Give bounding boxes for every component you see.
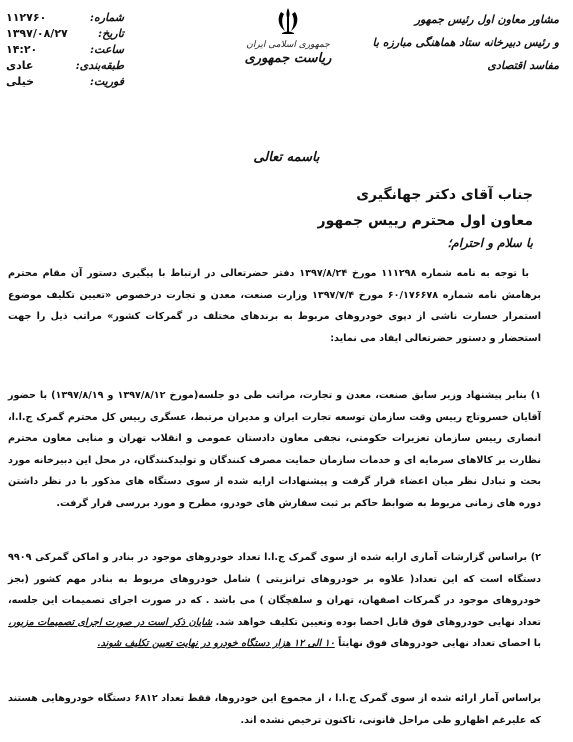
letter-date: تاریخ: ۱۳۹۷/۰۸/۲۷ — [6, 27, 124, 40]
office-name-small: جمهوری اسلامی ایران — [246, 40, 330, 50]
paragraph-3-underlined-2: ۱۰ الی ۱۲ هزار دستگاه خودرو در نهایت تعیین تکلیف شوند. — [97, 638, 335, 649]
office-name: ریاست جمهوری — [244, 51, 332, 66]
paragraph-2: ۱) بنابر پیشنهاد وزیر سابق صنعت، معدن و تجارت، مراتب طی دو جلسه(مورخ ۱۳۹۷/۸/۱۲ و ۱۳۹۷/۸/۱۹) با حضور آقایان خسروتاج رییس وقت سازمان توسعه تجارت ایران و مدیران مرتبط، عسگری رییس کل محترم گمرک ج.ا.ا، انصاری رییس سازمان تعزیرات حکومتی، نجفی معاون دادستان عمومی و انقلاب تهران و منایی معاون محترم نظارت بر کالاهای سرمایه ای و خدمات سازمان حمایت مصرف کنندگان و تولیدکنندگان، در محل این دبیرخانه مورد بحث و تبادل نظر میان اعضاء قرار گرفت و پیشنهادات ارایه شده از سوی دستگاه های مذکور با در نظر داشتن دوره های زمانی مربوط به ضوابط حاکم بر ثبت سفارش های خودرو، مطرح و مورد بررسی قرار گرفت. — [8, 390, 541, 509]
letter-number: شماره: ۱۱۲۷۶۰ — [6, 11, 124, 24]
sender-title-line-2: و رئیس دبیرخانه ستاد هماهنگی مبارزه با مفاسد اقتصادی — [372, 36, 559, 72]
paragraph-4: براساس آمار ارائه شده از سوی گمرک ج.ا.ا ، از مجموع این خودروها، فقط تعداد ۶۸۱۲ دستگاه خودروهایی هستند که علیرغم اظهارو طی مراحل قانونی، تاکنون ترخیص نشده اند. — [8, 693, 541, 726]
letter-metadata — [6, 10, 124, 90]
letter-priority: فوریت: خیلی — [6, 75, 124, 88]
paragraph-3-mid: با احصای تعداد نهایی خودروهای فوق نهایتاً — [338, 638, 541, 649]
salutation: با سلام و احترام؛ — [447, 236, 533, 250]
sender-title — [349, 8, 559, 77]
iran-emblem-icon — [273, 6, 303, 36]
paragraph-3-text: ۲) براساس گزارشات آماری ارایه شده از سوی گمرک ج.ا.ا تعداد خودروهای موجود در بنادر و اماکن گمرکی ۹۹۰۹ دستگاه است که این تعداد( علاوه بر خودروهای ترانزیتی ) شامل خودروهای مربوط به بنادر مهم کشور (بجز خودروهای موجود در گمرکات اصفهان، تهران و سلفچگان ) می باشد . که در صورت اجرای تصمیمات این جلسه، تعداد نهایی خودروهای فوق قابل احصا بوده وتعیین تکلیف خواهد شد. — [8, 552, 542, 628]
addressee-title: معاون اول محترم رییس جمهور — [317, 213, 533, 229]
paragraph-1: با توجه به نامه شماره ۱۱۱۲۹۸ مورخ ۱۳۹۷/۸/۲۴ دفتر حضرتعالی در ارتباط با پیگیری دستور آن مقام محترم برهامش نامه شماره ۶۰/۱۷۶۶۷۸ مورخ ۱۳۹۷/۷/۴ وزارت صنعت، معدن و تجارت درخصوص «تعیین تکلیف موضوع استمرار خسارت ناشی از دپوی خودروهای مربوط به برندهای مختلف در گمرکات کشور» مراتب ذیل را جهت استحضار و دستور حضرتعالی ایفاد می نماید: — [8, 268, 541, 344]
letter-classification: طبقه‌بندی: عادی — [6, 59, 124, 72]
paragraph-3-underlined: شایان ذکر است در صورت اجرای تصمیمات مزبور، — [8, 616, 213, 628]
sender-title-line-1: مشاور معاون اول رئیس جمهور — [414, 13, 559, 26]
basmala: باسمه تعالی — [253, 150, 320, 165]
addressee — [318, 182, 533, 234]
paragraph-3 — [8, 547, 541, 655]
addressee-name: جناب آقای دکتر جهانگیری — [356, 187, 533, 203]
letterhead — [228, 6, 348, 66]
letter-time: ساعت: ۱۴:۲۰ — [6, 43, 124, 56]
